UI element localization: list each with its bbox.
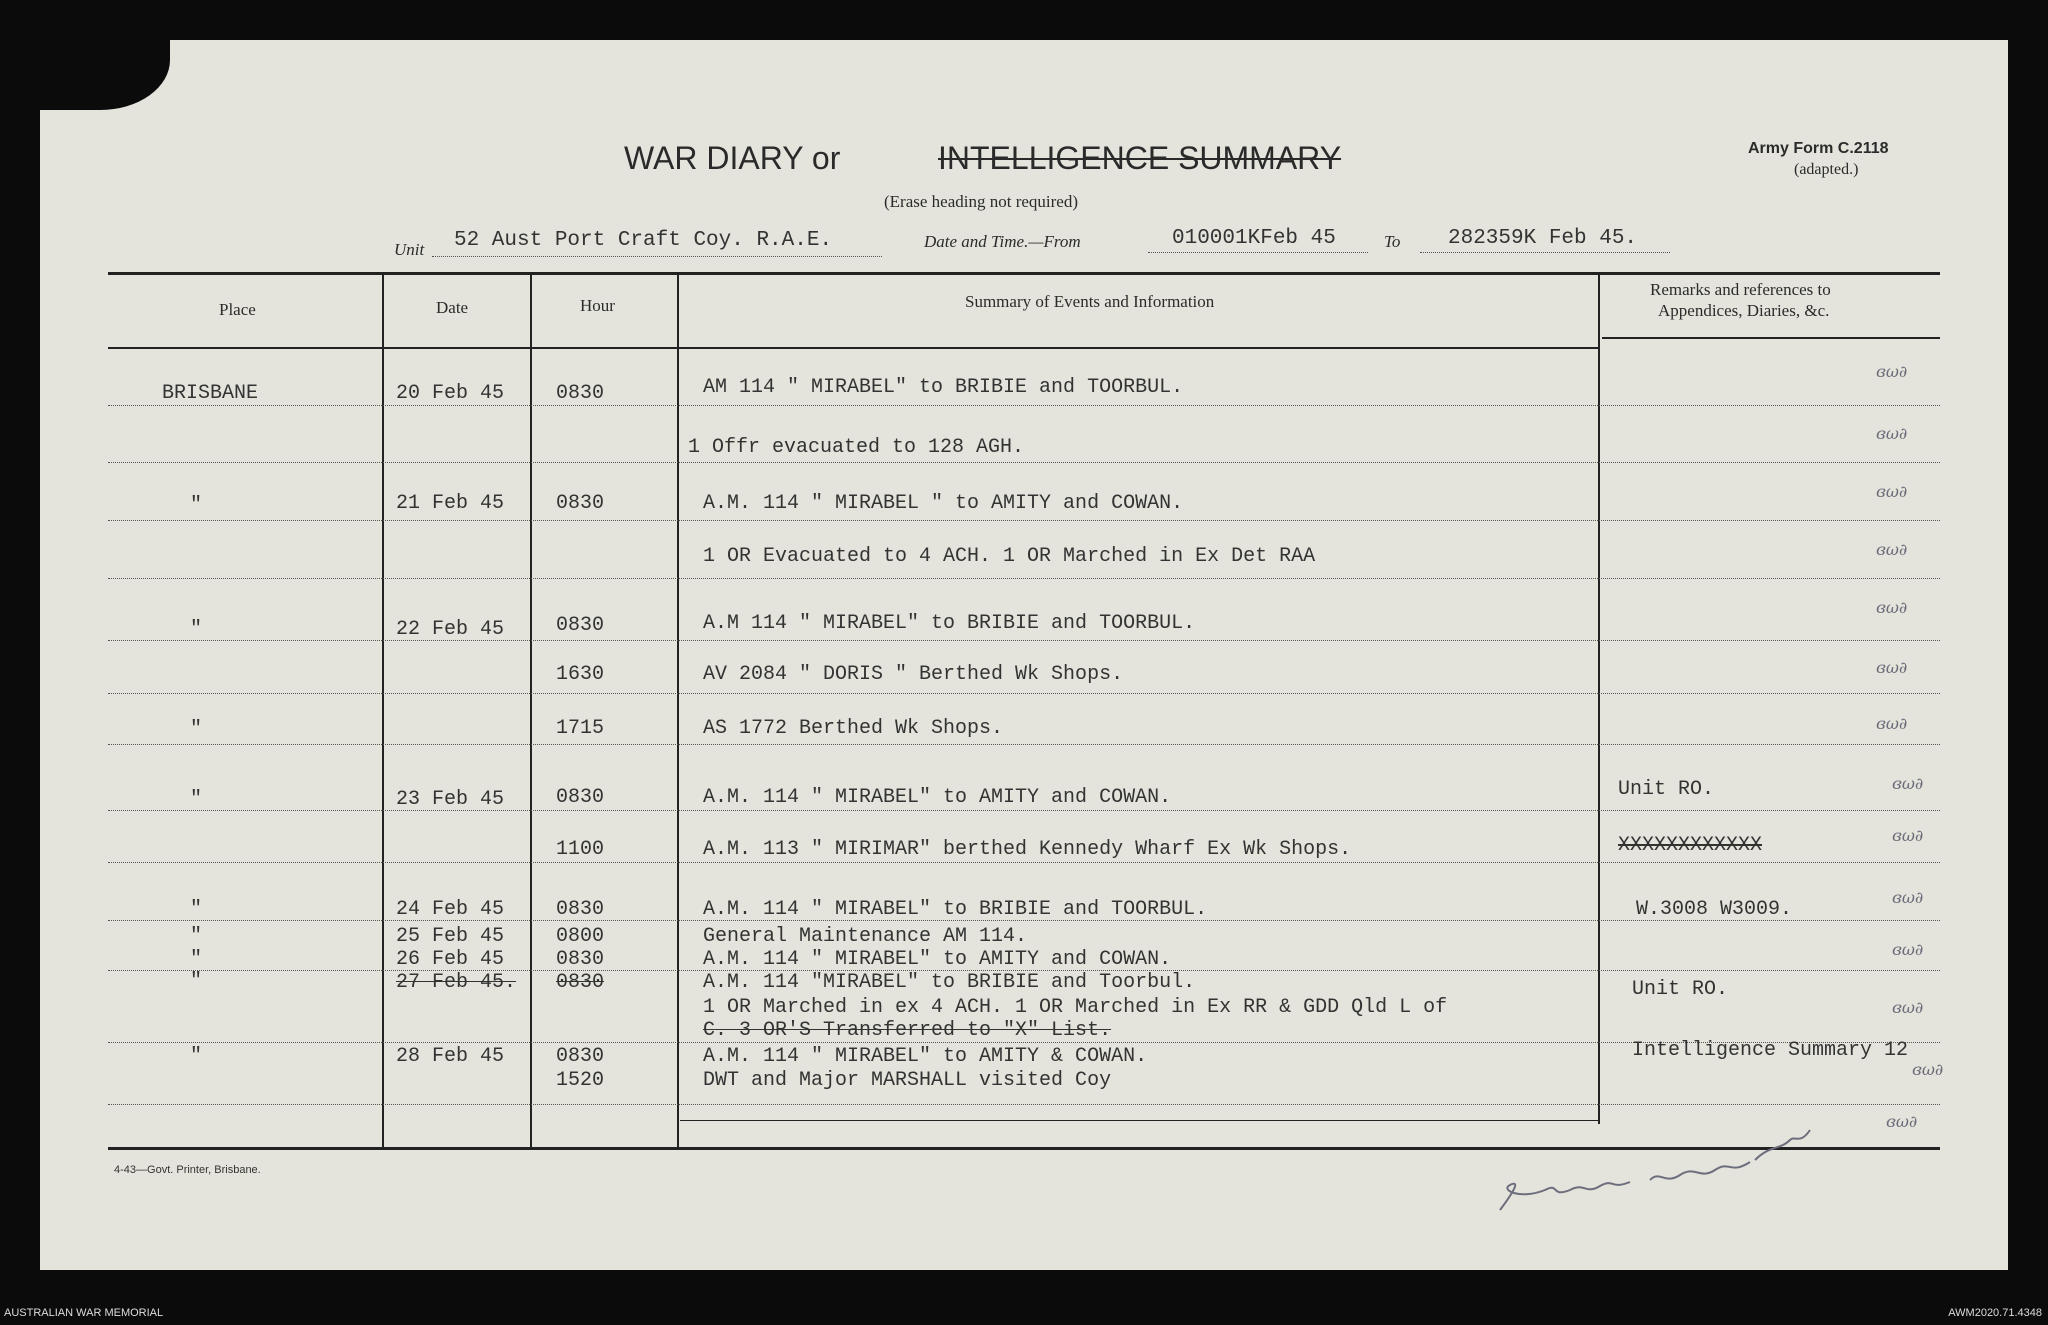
row-hour: 0830 <box>556 614 605 637</box>
army-form-adapted: (adapted.) <box>1794 161 1859 178</box>
row-summary: 1 OR Marched in ex 4 ACH. 1 OR Marched in Ex RR & GDD Qld L of <box>703 996 1448 1019</box>
row-date: 24 Feb 45 <box>396 898 505 921</box>
row-rule <box>108 862 1940 863</box>
row-hour: 0830 <box>556 971 605 994</box>
army-form-number: Army Form C.2118 <box>1748 140 1889 157</box>
row-remarks: Unit RO. <box>1632 978 1729 1001</box>
row-place: BRISBANE <box>162 382 259 405</box>
row-summary: A.M. 114 " MIRABEL" to BRIBIE and TOORBUL. <box>703 898 1208 921</box>
date-time-label: Date and Time.—From <box>924 232 1081 251</box>
row-place: " <box>190 618 203 641</box>
row-date: 27 Feb 45. <box>396 971 517 994</box>
row-place: " <box>190 1045 203 1068</box>
from-value: 010001KFeb 45 <box>1172 227 1336 250</box>
col-header-remarks-line1: Remarks and references to <box>1650 280 1831 299</box>
col-header-remarks-line2: Appendices, Diaries, &c. <box>1658 301 1830 320</box>
handwritten-initials: ɞω∂ <box>1886 1112 1918 1131</box>
row-summary: AM 114 " MIRABEL" to BRIBIE and TOORBUL. <box>703 376 1184 399</box>
handwritten-initials: ɞω∂ <box>1876 362 1908 381</box>
handwritten-initials: ɞω∂ <box>1876 598 1908 617</box>
row-summary: DWT and Major MARSHALL visited Coy <box>703 1069 1112 1092</box>
handwritten-initials: ɞω∂ <box>1876 424 1908 443</box>
printer-imprint: 4-43—Govt. Printer, Brisbane. <box>114 1164 261 1176</box>
handwritten-initials: ɞω∂ <box>1876 540 1908 559</box>
row-rule <box>108 640 1940 641</box>
from-underline <box>1148 252 1368 253</box>
handwritten-initials: ɞω∂ <box>1892 774 1924 793</box>
row-hour: 1100 <box>556 838 605 861</box>
row-rule <box>108 920 1940 921</box>
row-place: " <box>190 925 203 948</box>
row-date: 20 Feb 45 <box>396 382 505 405</box>
title-struck-intelligence-summary: INTELLIGENCE SUMMARY <box>938 140 1342 176</box>
row-date: 21 Feb 45 <box>396 492 505 515</box>
row-rule <box>108 693 1940 694</box>
row-rule <box>108 744 1940 745</box>
row-rule <box>108 810 1940 811</box>
row-hour: 0800 <box>556 925 605 948</box>
header-rule-left <box>108 347 1598 349</box>
header-rule-right <box>1602 337 1940 339</box>
row-summary: C. 3 OR'S Transferred to "X" List. <box>703 1019 1112 1042</box>
handwritten-initials: ɞω∂ <box>1912 1060 1944 1079</box>
to-label: To <box>1384 232 1401 251</box>
row-place: " <box>190 898 203 921</box>
col-header-date: Date <box>436 298 469 317</box>
row-place: " <box>190 718 203 741</box>
row-hour: 0830 <box>556 898 605 921</box>
handwritten-initials: ɞω∂ <box>1892 940 1924 959</box>
unit-value: 52 Aust Port Craft Coy. R.A.E. <box>454 229 833 252</box>
title-war-diary: WAR DIARY or <box>624 140 841 176</box>
row-remarks: Intelligence Summary 12 <box>1632 1039 1909 1062</box>
to-value: 282359K Feb 45. <box>1448 227 1638 250</box>
col-divider-summary <box>1598 274 1600 1124</box>
col-header-hour: Hour <box>580 296 615 315</box>
row-rule <box>108 405 1940 406</box>
row-summary: 1 OR Evacuated to 4 ACH. 1 OR Marched in Ex Det RAA <box>703 545 1316 568</box>
col-header-summary: Summary of Events and Information <box>965 292 1215 311</box>
row-date: 26 Feb 45 <box>396 948 505 971</box>
to-underline <box>1420 252 1670 253</box>
row-remarks: Unit RO. <box>1618 778 1715 801</box>
row-rule <box>108 578 1940 579</box>
handwritten-initials: ɞω∂ <box>1876 714 1908 733</box>
archive-credit: AUSTRALIAN WAR MEMORIAL <box>4 1307 164 1319</box>
row-place: " <box>190 970 203 993</box>
row-summary: 1 Offr evacuated to 128 AGH. <box>688 436 1025 459</box>
row-summary: A.M. 114 " MIRABEL" to AMITY and COWAN. <box>703 786 1172 809</box>
row-hour: 1630 <box>556 663 605 686</box>
row-place: " <box>190 948 203 971</box>
row-remarks: W.3008 W3009. <box>1636 898 1793 921</box>
row-hour: 0830 <box>556 382 605 405</box>
row-summary: A.M. 114 " MIRABEL" to AMITY and COWAN. <box>703 948 1172 971</box>
handwritten-initials: ɞω∂ <box>1892 888 1924 907</box>
row-place: " <box>190 788 203 811</box>
row-rule <box>108 462 1940 463</box>
row-summary: A.M 114 " MIRABEL" to BRIBIE and TOORBUL. <box>703 612 1196 635</box>
row-hour: 1520 <box>556 1069 605 1092</box>
row-hour: 0830 <box>556 492 605 515</box>
row-hour: 0830 <box>556 786 605 809</box>
handwritten-initials: ɞω∂ <box>1892 998 1924 1017</box>
row-summary: A.M. 114 " MIRABEL " to AMITY and COWAN. <box>703 492 1184 515</box>
handwritten-initials: ɞω∂ <box>1892 826 1924 845</box>
summary-closing-rule <box>680 1120 1600 1121</box>
archive-reference: AWM2020.71.4348 <box>1948 1307 2042 1319</box>
row-date: 28 Feb 45 <box>396 1045 505 1068</box>
row-place: " <box>190 494 203 517</box>
col-header-place: Place <box>219 300 256 319</box>
row-hour: 0830 <box>556 948 605 971</box>
unit-label: Unit <box>394 240 425 259</box>
row-summary: A.M. 114 " MIRABEL" to AMITY & COWAN. <box>703 1045 1148 1068</box>
row-rule <box>108 520 1940 521</box>
erase-note: (Erase heading not required) <box>884 192 1078 211</box>
row-summary: A.M. 114 "MIRABEL" to BRIBIE and Toorbul. <box>703 971 1196 994</box>
row-date: 22 Feb 45 <box>396 618 505 641</box>
handwritten-initials: ɞω∂ <box>1876 658 1908 677</box>
row-summary: A.M. 113 " MIRIMAR" berthed Kennedy Wharf Ex Wk Shops. <box>703 838 1352 861</box>
row-hour: 0830 <box>556 1045 605 1068</box>
row-summary: General Maintenance AM 114. <box>703 925 1028 948</box>
row-summary: AS 1772 Berthed Wk Shops. <box>703 717 1004 740</box>
row-hour: 1715 <box>556 717 605 740</box>
row-date: 23 Feb 45 <box>396 788 505 811</box>
commanding-officer-signature <box>1490 1090 1820 1220</box>
row-remarks-struck: XXXXXXXXXXXX <box>1618 834 1763 857</box>
row-date: 25 Feb 45 <box>396 925 505 948</box>
handwritten-initials: ɞω∂ <box>1876 482 1908 501</box>
row-summary: AV 2084 " DORIS " Berthed Wk Shops. <box>703 663 1124 686</box>
unit-underline <box>432 256 882 257</box>
